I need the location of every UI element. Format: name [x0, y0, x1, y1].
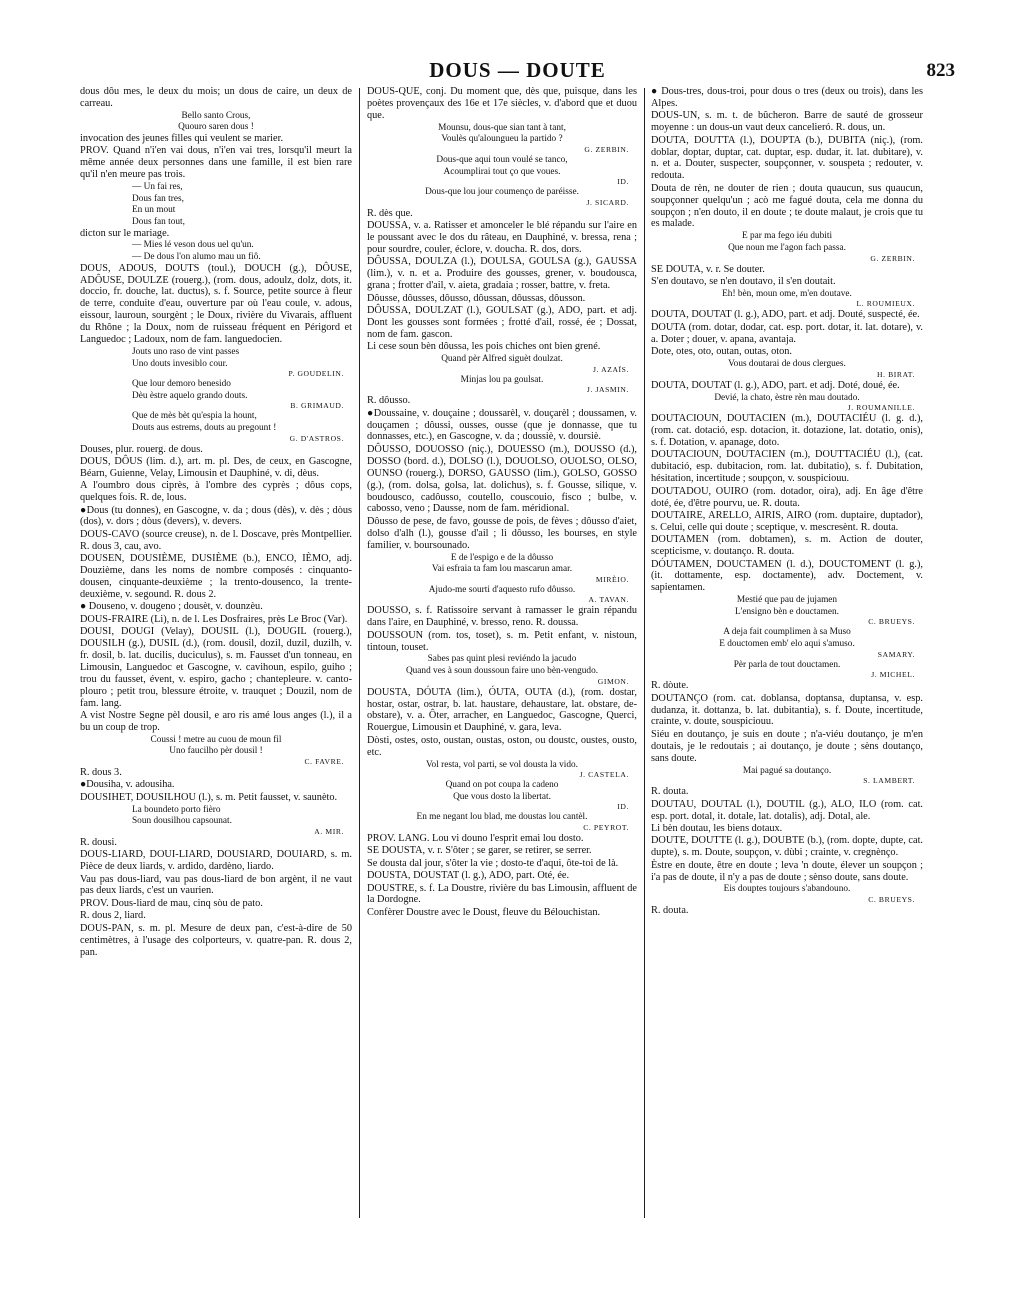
- dictionary-entry: DOUS-UN, s. m. t. de bûcheron. Barre de sauté de grosseur moyenne : un dous-un vaut deux cancelieró. R. dous, un.: [651, 110, 923, 134]
- dictionary-entry: R. dôusso.: [367, 395, 411, 407]
- dictionary-entry: dicton sur le mariage.: [80, 227, 170, 239]
- dictionary-entry: DOUS-FRAIRE (Li), n. de l. Les Dosfraires, près Le Broc (Var).: [80, 613, 348, 625]
- verse-quote: Que noun me l'agon fach passa.: [728, 242, 846, 253]
- dictionary-entry: DOUSSO, s. f. Ratissoire servant à ramasser le grain répandu dans l'aire, en Dauphiné, v. bresso, reno. R. doussa.: [367, 605, 637, 629]
- verse-quote: E par ma fego iéu dubiti: [741, 231, 833, 242]
- dictionary-entry: Confèrer Doustre avec le Doust, fleuve du Bélouchistan.: [367, 906, 601, 918]
- dictionary-entry: DÔUSSA, DOULZA (l.), DOULSA, GOULSA (g.), GAUSSA (lim.), v. n. et a. Produire des gousses, grener, v. boudousca, grana ; frotter d'ail, v. aieta, gradaia ; rosser, battre, v. freta.: [367, 256, 637, 292]
- verse-quote: Minjas lou pa goulsat.: [460, 374, 544, 385]
- dictionary-entry: SE DOUTA, v. r. Se douter.: [651, 263, 765, 275]
- verse-quote: Dous-que lou jour coumenço de paréisse.: [425, 187, 579, 198]
- verse-quote: Jouts uno raso de vint passes: [132, 346, 240, 357]
- dictionary-entry: R. dous 3.: [80, 766, 122, 778]
- dictionary-entry: DOUTANÇO (rom. cat. doblansa, doptansa, duptansa, v. esp. dudanza, it. dottanza, b. lat. dubitantia), s. f. Doute, incertitude, crainte, v. doute, souspiciouu.: [651, 692, 923, 728]
- verse-quote: L'ensigno bèn e douctamen.: [735, 606, 839, 617]
- dictionary-entry: DOUSTRE, s. f. La Doustre, rivière du bas Limousin, affluent de la Dordogne.: [367, 882, 637, 906]
- dictionary-entry: Li bèn doutau, les biens dotaux.: [651, 822, 783, 834]
- quote-author: A. MIR.: [314, 826, 344, 836]
- verse-quote: Quand pèr Alfred siguèt doulzat.: [441, 354, 563, 365]
- quote-author: S. LAMBERT.: [863, 776, 915, 786]
- quote-author: MIRÈIO.: [595, 574, 629, 584]
- dictionary-entry: DOUTA, DOUTAT (l. g.), ADO, part. et adj. Doté, doué, ée.: [651, 379, 900, 391]
- page-title: DOUS — DOUTE: [429, 58, 606, 82]
- dictionary-entry: Vau pas dous-liard, vau pas dous-liard de bon argènt, il ne vaut pas deux liards, c'est un vaurien.: [80, 873, 352, 897]
- dictionary-entry: Dôusse, dôusses, dôusso, dôussan, dôussas, dôusson.: [367, 292, 586, 304]
- quote-author: SAMARY.: [877, 649, 915, 659]
- verse-quote: Uno douts invesiblo cour.: [132, 358, 228, 369]
- verse-quote: Vous doutarai de dous clergues.: [728, 359, 846, 370]
- dictionary-entry: DOUTAIRE, ARELLO, AIRIS, AIRO (rom. duptaire, duptador), s. Celui, celle qui doute ; sceptique, v. mescresènt. R. douta.: [651, 509, 923, 533]
- dictionary-entry: R. douta.: [651, 786, 689, 798]
- quote-author: ID.: [617, 177, 629, 187]
- dictionary-entry: DOUS-CAVO (source creuse), n. de l. Doscave, près Montpellier. R. dous 3, cau, avo.: [80, 528, 352, 552]
- column-2: [367, 86, 637, 1216]
- quote-author: J. MICHEL.: [871, 670, 915, 680]
- verse-quote: — De dous l'on alumo mau un fiô.: [132, 252, 261, 262]
- quote-author: G. ZERBIN.: [584, 144, 629, 154]
- dictionary-entry: ●Dousiha, v. adousiha.: [80, 779, 175, 791]
- verse-quote: — Mies lé veson dous uel qu'un.: [132, 240, 254, 251]
- dictionary-entry: DOUS, ADOUS, DOUTS (toul.), DOUCH (g.), DÔUSE, ADÔUSE, DOULZE (rouerg.), (rom. dous, adoulz, dolz, dots, it. doccio, fr. douche, lat. ductus), s. f. Source, petite source à fleur de terre, conduite d'eau, ouverture par où l'eau coule, v. adous, eissour, lauroun, sourgènt ; le Doux, rivière du Vivarais, affluent du Rhône ; la Doux, nom de ruisseau fréquent en Périgord et Languedoc ; Ladoux, nom de fam. languedocien.: [80, 262, 352, 346]
- dictionary-entry: Li cese soun bèn dôussa, les pois chiches ont bien grené.: [367, 341, 601, 353]
- dictionary-entry: Èstre en doute, être en doute ; leva 'n doute, élever un soupçon ; i'a pas de doute, il n'y a pas de doute ; sènso doute, sans doute.: [651, 859, 923, 883]
- verse-quote: En me negant lou blad, me doustas lou cantèl.: [416, 812, 588, 823]
- dictionary-entry: Douta de rèn, ne douter de rien ; douta quaucun, sus quaucun, soupçonner quelqu'un ; acò me fagué douta, cela me donna du soupçon ; n'en douto, il en doute ; te doute malaut, je crois que tu es malade.: [651, 182, 923, 230]
- quote-author: H. BIRAT.: [877, 369, 915, 379]
- verse-quote: Eis douptes toujours s'abandouno.: [723, 884, 851, 895]
- verse-quote: Vol resta, vol parti, se vol dousta la vido.: [426, 759, 578, 770]
- dictionary-entry: Siéu en doutanço, je suis en doute ; n'a-viéu doutanço, je m'en doutais, je le redoutais ; ai doutanço, je doute ; sèns doutanço, sans doute.: [651, 728, 923, 764]
- dictionary-entry: DOUS-PAN, s. m. pl. Mesure de deux pan, c'est-à-dire de 50 centimètres, à l'usage des colporteurs, v. quatre-pan. R. dous 2, pan.: [80, 922, 352, 958]
- quote-author: J. ROUMANILLE.: [847, 403, 915, 413]
- quote-author: C. BRUEYS.: [868, 617, 915, 627]
- verse-quote: E de l'espigo e de la dôusso: [450, 552, 554, 563]
- dictionary-entry: R. douta.: [651, 905, 689, 917]
- quote-author: B. GRIMAUD.: [290, 401, 344, 411]
- dictionary-entry: R. dousi.: [80, 836, 117, 848]
- dictionary-entry: DOUS-LIARD, DOUI-LIARD, DOUSIARD, DOUIARD, s. m. Pièce de deux liards, v. ardido, dardèno, liardo.: [80, 849, 352, 873]
- dictionary-entry: DÔUSSO, DOUOSSO (niç.), DOUESSO (m.), DOUSSO (d.), DOSSO (bord. d.), DOLSO (l.), DOUOLSO, OUOLSO, OLSO, OUNSO (rouerg.), DORSO, GAUSSO (lim.), GOLSO, GOSSO (g.), (rom. dolsa, golsa, lat. dolichus), s. f. Gousse, silique, v. boudousco, cadôusso, coutello, couscouio, fisco ; bulbe, v. cabosso, veno ; Dausse, nom de fam. méridional.: [367, 443, 637, 515]
- dictionary-entry: ●Dous (tu donnes), en Gascogne, v. da ; dous (dès), v. dès ; dòus (dos), v. dors ; dòus (devers), v. devers.: [80, 504, 352, 528]
- quote-author: C. PEYROT.: [583, 822, 629, 832]
- dictionary-entry: R. dous 2, liard.: [80, 910, 146, 922]
- quote-author: A. TAVAN.: [588, 595, 629, 605]
- verse-quote: Dous fan tout,: [132, 216, 185, 227]
- dictionary-entry: R. dès que.: [367, 207, 413, 219]
- quote-author: C. FAVRE.: [304, 756, 344, 766]
- verse-quote: Ajudo-me sourti d'aquesto rufo dôusso.: [428, 584, 576, 595]
- verse-quote: Devié, la chato, èstre rèn mau doutado.: [714, 392, 860, 403]
- verse-quote: Que lour demoro benesido: [132, 379, 231, 390]
- dictionary-entry: DOUSTA, DÓUTA (lim.), ÓUTA, OUTA (d.), (rom. dostar, hostar, ostar, ostrar, b. lat. haustare, dehaustare, lat. obstare, de-obstare), v. a. Ôter, arracher, en Languedoc, Gascogne, Querci, Rouergue, Limousin et Dauphiné, v. gara, leva.: [367, 686, 637, 734]
- quote-author: ID.: [617, 802, 629, 812]
- quote-author: J. CASTELA.: [579, 770, 629, 780]
- verse-quote: Bello santo Crous,: [181, 110, 251, 121]
- dictionary-entry: DOUSTA, DOUSTAT (l. g.), ADO, part. Oté, ée.: [367, 870, 570, 882]
- quote-author: J. AZAÏS.: [593, 364, 629, 374]
- verse-quote: En un mout: [132, 205, 176, 216]
- dictionary-entry: ●Doussaine, v. douçaine ; doussarèl, v. douçarèl ; doussamen, v. douçamen ; dôussi, ousses, ousse (que je donnasse, que tu donnasses, etc.), en Gascogne, v. da ; doussiè, v. doursiè.: [367, 407, 637, 443]
- dictionary-entry: DOUTA, DOUTTA (l.), DOUPTA (b.), DUBITA (niç.), (rom. doblar, doptar, duptar, cat. duptar, esp. dudar, it. lat. dubitare), v. n. et a. Douter, suspecter, soupçonner, v. souspeta ; redouter, v. redouta.: [651, 134, 923, 182]
- dictionary-entry: Se dousta dal jour, s'ôter la vie ; dosto-te d'aqui, ôte-toi de là.: [367, 857, 619, 869]
- verse-quote: Sabes pas quint plesi reviéndo la jacudo: [427, 654, 577, 665]
- quote-author: G. D'ASTROS.: [289, 433, 344, 443]
- verse-quote: Dous fan tres,: [132, 193, 184, 204]
- verse-quote: Douts aus estrems, douts au pregount !: [132, 422, 277, 433]
- verse-quote: Mestié que pau de jujamen: [736, 595, 838, 606]
- quote-author: P. GOUDELIN.: [288, 369, 344, 379]
- verse-quote: A deja fait coumplimen à sa Muso: [723, 627, 851, 638]
- page-number: 823: [926, 60, 955, 81]
- dictionary-entry: R. dòute.: [651, 680, 689, 692]
- column-divider: [644, 88, 645, 1218]
- dictionary-entry: DOUTADOU, OUIRO (rom. dotador, oira), adj. En âge d'être doté, ée, d'être pourvu, ue. R. douta.: [651, 485, 923, 509]
- dictionary-entry: DOUSSOUN (rom. tos, toset), s. m. Petit enfant, v. nistoun, tintoun, touset.: [367, 629, 637, 653]
- quote-author: G. ZERBIN.: [870, 253, 915, 263]
- dictionary-entry: S'en doutavo, se n'en doutavo, il s'en doutait.: [651, 275, 836, 287]
- dictionary-entry: ● Dous-tres, dous-troi, pour dous o tres (deux ou trois), dans les Alpes.: [651, 86, 923, 109]
- verse-quote: Voulès qu'aloungueu la partido ?: [441, 134, 563, 145]
- verse-quote: Que vous dosto la libertat.: [453, 791, 551, 802]
- dictionary-entry: ● Douseno, v. dougeno ; dousèt, v. dounzèu.: [80, 601, 263, 613]
- verse-quote: Quouro saren dous !: [178, 122, 254, 133]
- dictionary-entry: DOUTA, DOUTAT (l. g.), ADO, part. et adj. Douté, suspecté, ée.: [651, 309, 920, 321]
- dictionary-entry: DÓUTAMEN, DOUCTAMEN (l. d.), DOUCTOMENT (l. g.), (it. dottamente, esp. doctamente), adv. Doctement, v. sapientamen.: [651, 558, 923, 594]
- verse-quote: Dèu èstre aquelo grando douts.: [132, 390, 248, 401]
- verse-quote: — Un fai res,: [132, 182, 183, 193]
- verse-quote: Quand ves à soun doussoun faire uno bèn-vengudo.: [405, 666, 599, 677]
- dictionary-entry: DOUTACIOUN, DOUTACIEN (m.), DOUTACIÉU (l. g. d.), (rom. cat. dotació, esp. dotacion, it. dotazione, lat. dotatio, onis), s. f. Dotation, v. apanage, doto.: [651, 413, 923, 448]
- dictionary-entry: DOUTAU, DOUTAL (l.), DOUTIL (g.), ALO, ILO (rom. cat. esp. port. dotal, it. dotale, lat. dotalis), adj. Dotal, ale.: [651, 798, 923, 822]
- dictionary-entry: Douses, plur. rouerg. de dous.: [80, 443, 203, 455]
- quote-author: J. SICARD.: [586, 197, 629, 207]
- quote-author: C. BRUEYS.: [868, 895, 915, 905]
- dictionary-entry: DOUTACIOUN, DOUTACIEN (m.), DOUTTACIÉU (l.), (cat. dubitació, esp. dubitacion, rom. lat. dubitatio), s. f. Dubitation, hésitation, incertitude ; soupçon, v. souspiciouu.: [651, 449, 923, 485]
- verse-quote: Mai pagué sa doutanço.: [742, 765, 832, 776]
- dictionary-entry: DOUSEN, DOUSIÈME, DUSIÈME (b.), ENCO, IÈMO, adj. Douzième, dans les noms de nombre composés : cinquanto-dousen, cinquante-deuxième ; la trento-dousenco, la trente-deuxième, v. segound. R. dous 2.: [80, 553, 352, 600]
- verse-quote: Vai esfraia ta fam lou mascarun amar.: [431, 564, 573, 575]
- quote-author: GIMON.: [597, 676, 629, 686]
- dictionary-entry: DOUTAMEN (rom. dobtamen), s. m. Action de douter, scepticisme, v. doutanço. R. douta.: [651, 534, 923, 558]
- column-3: [651, 86, 923, 1216]
- column-1: [80, 86, 352, 1216]
- running-header: [80, 58, 955, 84]
- verse-quote: La boundeto porto fièro: [132, 804, 221, 815]
- dictionary-entry: Dote, otes, oto, outan, outas, oton.: [651, 346, 792, 358]
- dictionary-entry: DOUTA (rom. dotar, dodar, cat. esp. port. dotar, it. lat. dotare), v. a. Doter ; douer, v. apana, avantaja.: [651, 321, 923, 345]
- dictionary-entry: invocation des jeunes filles qui veulent se marier.: [80, 133, 284, 144]
- verse-quote: Acoumplirai tout ço que voues.: [443, 166, 561, 177]
- verse-quote: Dous-que aqui toun voulé se tanco,: [436, 154, 568, 165]
- verse-quote: Quand on pot coupa la cadeno: [445, 780, 559, 791]
- dictionary-entry: PROV. Dous-liard de mau, cinq sòu de pato.: [80, 897, 263, 909]
- verse-quote: Coussi ! metre au cuou de moun fil: [150, 734, 282, 745]
- dictionary-entry: DOUS, DÔUS (lim. d.), art. m. pl. Des, de ceux, en Gascogne, Béarn, Guienne, Velay, Limousin et Dauphiné, v. di, dèus.: [80, 455, 352, 479]
- dictionary-entry: A l'oumbro dous ciprès, à l'ombre des cyprès ; dôus cops, quelques fois. R. de, lous.: [80, 480, 352, 504]
- dictionary-entry: DOUSSA, v. a. Ratisser et amonceler le blé répandu sur l'aire en le poussant avec le dos du râteau, en Dauphiné, v. bressa, rena ; pour sourdre, couler, éclore, v. doucha. R. dos, dors.: [367, 220, 637, 255]
- verse-quote: Mounsu, dous-que sian tant à tant,: [438, 122, 566, 133]
- verse-quote: Eh! bèn, moun ome, m'en doutave.: [722, 288, 852, 299]
- dictionary-entry: dous dôu mes, le deux du mois; un dous de caire, un deux de carreau.: [80, 86, 352, 109]
- verse-quote: Que de mès bèt qu'espia la hount,: [132, 411, 257, 422]
- dictionary-entry: DOUS-QUE, conj. Du moment que, dès que, puisque, dans les poètes provençaux des 16e et 17e siècles, v. d'abord que et duou que.: [367, 86, 637, 121]
- quote-author: J. JASMIN.: [586, 385, 629, 395]
- dictionary-entry: DOUSIHET, DOUSILHOU (l.), s. m. Petit fausset, v. saunèto.: [80, 791, 338, 803]
- dictionary-entry: Dôusso de pese, de favo, gousse de pois, de fèves ; dôusso d'aiet, dolso d'alh (l.), gousse d'ail ; li dôusso, les bourses, en style familier, v. boursounado.: [367, 515, 637, 551]
- dictionary-entry: A vist Nostre Segne pèl dousil, e aro ris amé lous anges (l.), il a bu un coup de trop.: [80, 709, 352, 733]
- dictionary-entry: DOUTE, DOUTTE (l. g.), DOUBTE (b.), (rom. dopte, dupte, cat. dupte), s. m. Doute, soupçon, v. dùbi ; crainte, v. cregnènço.: [651, 835, 923, 859]
- dictionary-entry: PROV. Quand n'i'en vai dous, n'i'en vai tres, lorsqu'il meurt la même année deux personnes dans une famille, il est bien rare qu'il n'en meure pas trois.: [80, 145, 352, 181]
- verse-quote: E douctomen emb' elo aqui s'amuso.: [719, 639, 855, 650]
- verse-quote: Uno faucilho pèr dousil !: [169, 746, 263, 757]
- verse-quote: Pèr parla de tout douctamen.: [733, 659, 841, 670]
- quote-author: L. ROUMIEUX.: [856, 299, 915, 309]
- column-divider: [359, 88, 360, 1218]
- dictionary-entry: SE DOUSTA, v. r. S'ôter ; se garer, se retirer, se serrer.: [367, 845, 592, 857]
- dictionary-entry: PROV. LANG. Lou vi douno l'esprit emai lou dosto.: [367, 832, 584, 844]
- verse-quote: Soun dousilhou capsounat.: [132, 816, 232, 827]
- dictionary-entry: Dòsti, ostes, osto, oustan, oustas, oston, ou doustc, oustes, ousto, etc.: [367, 734, 637, 758]
- dictionary-entry: DÔUSSA, DOULZAT (l.), GOULSAT (g.), ADO, part. et adj. Dont les gousses sont formées ; frotté d'ail, rossé, ée ; Dossat, nom de fam. gascon.: [367, 304, 637, 340]
- dictionary-entry: DOUSI, DOUGI (Velay), DOUSIL (l.), DOUGIL (rouerg.), DOUSILH (g.), DUSIL (d.), (rom. dousil, dozil, duzil, duzilh, v. fr. dosil, b. lat. ducilis, duciculus), s. m. Fausset d'un tonneau, en Limousin, Languedoc et Gascogne, v. cavihoun, espilo, guiho ; trou du fausset, évent, v. espiro, gacho ; chantepleure. v. canto-plouro ; petit trou, blessure étroite, v. trauquet ; Douzil, nom de fam. lang.: [80, 626, 352, 709]
